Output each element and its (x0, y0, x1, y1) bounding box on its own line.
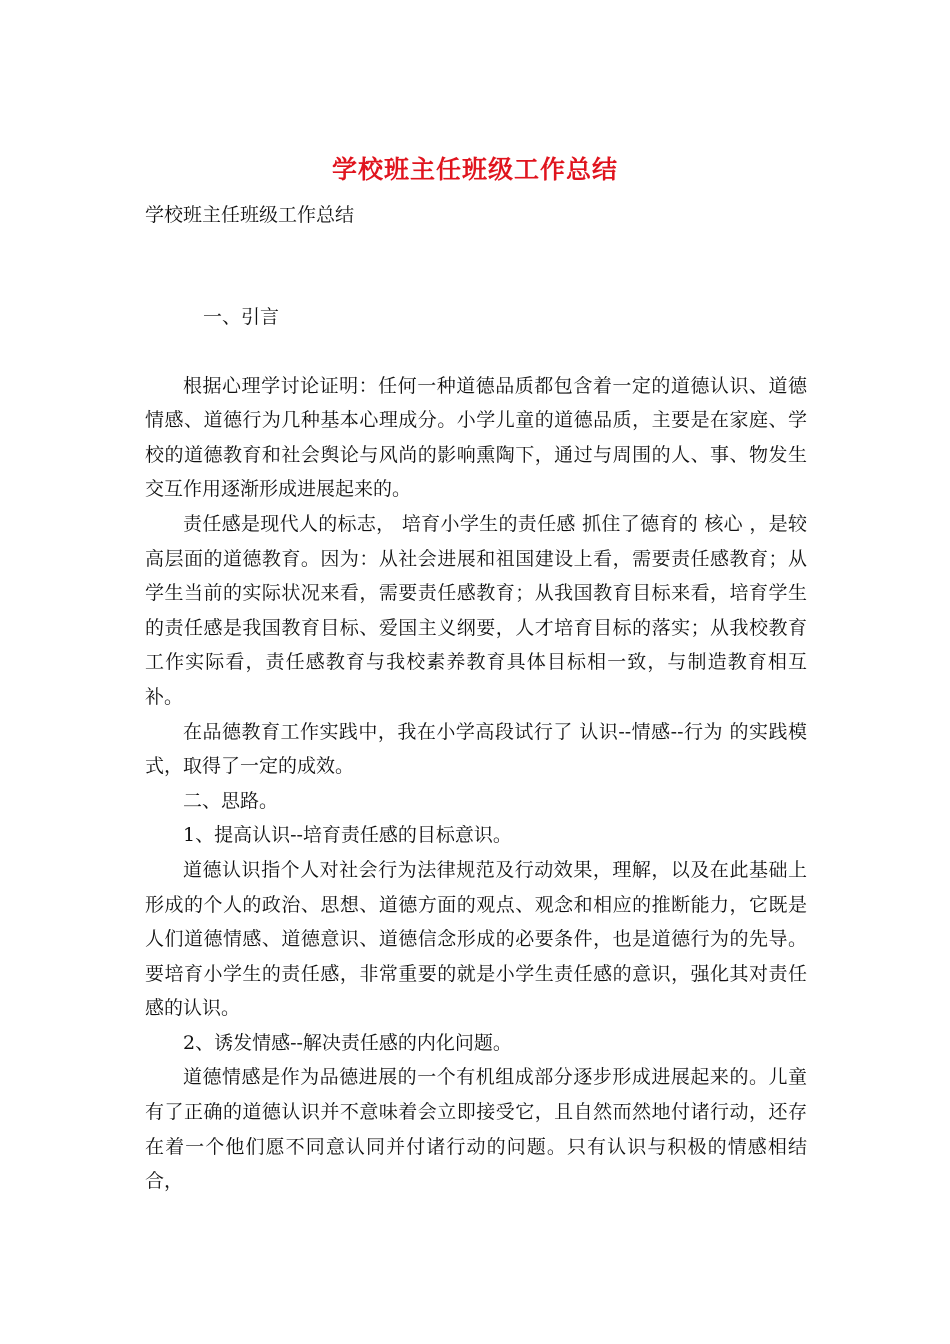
subsection-heading: 1、提高认识--培育责任感的目标意识。 (183, 824, 512, 847)
section-heading-intro: 一、引言 (203, 306, 280, 328)
paragraph: 根据心理学讨论证明：任何一种道德品质都包含着一定的道德认识、道德情感、道德行为几种基本心理成分。小学儿童的道德品质，主要是在家庭、学校的道德教育和社会舆论与风尚的影响熏陶下，通过与周围的人、事、物发生交互作用逐渐形成进展起来的。 (145, 374, 807, 501)
paragraph: 道德认识指个人对社会行为法律规范及行动效果，理解，以及在此基础上形成的个人的政治、思想、道德方面的观点、观念和相应的推断能力，它既是人们道德情感、道德意识、道德信念形成的必要条件，也是道德行为的先导。要培育小学生的责任感，非常重要的就是小学生责任感的意识，强化其对责任感的认识。 (145, 858, 807, 1020)
section-heading-approach: 二、思路。 (183, 789, 279, 812)
paragraph: 道德情感是作为品德进展的一个有机组成部分逐步形成进展起来的。儿童有了正确的道德认识并不意味着会立即接受它，且自然而然地付诸行动，还存在着一个他们愿不同意认同并付诸行动的问题。只有认识与积极的情感相结合， (145, 1066, 807, 1193)
document-body (145, 300, 807, 1199)
paragraph: 在品德教育工作实践中，我在小学高段试行了 认识--情感--行为 的实践模式，取得了一定的成效。 (145, 720, 807, 778)
document-title: 学校班主任班级工作总结 (331, 155, 618, 184)
subsection-heading: 2、诱发情感--解决责任感的内化问题。 (183, 1031, 512, 1054)
document-subtitle: 学校班主任班级工作总结 (145, 204, 355, 226)
paragraph: 责任感是现代人的标志， 培育小学生的责任感 抓住了德育的 核心 ，是较高层面的道德教育。因为：从社会进展和祖国建设上看，需要责任感教育；从学生当前的实际状况来看，需要责任感教育；从我国教育目标来看，培育学生的责任感是我国教育目标、爱国主义纲要，人才培育目标的落实；从我校教育工作实际看，责任感教育与我校素养教育具体目标相一致，与制造教育相互补。 (145, 512, 807, 708)
